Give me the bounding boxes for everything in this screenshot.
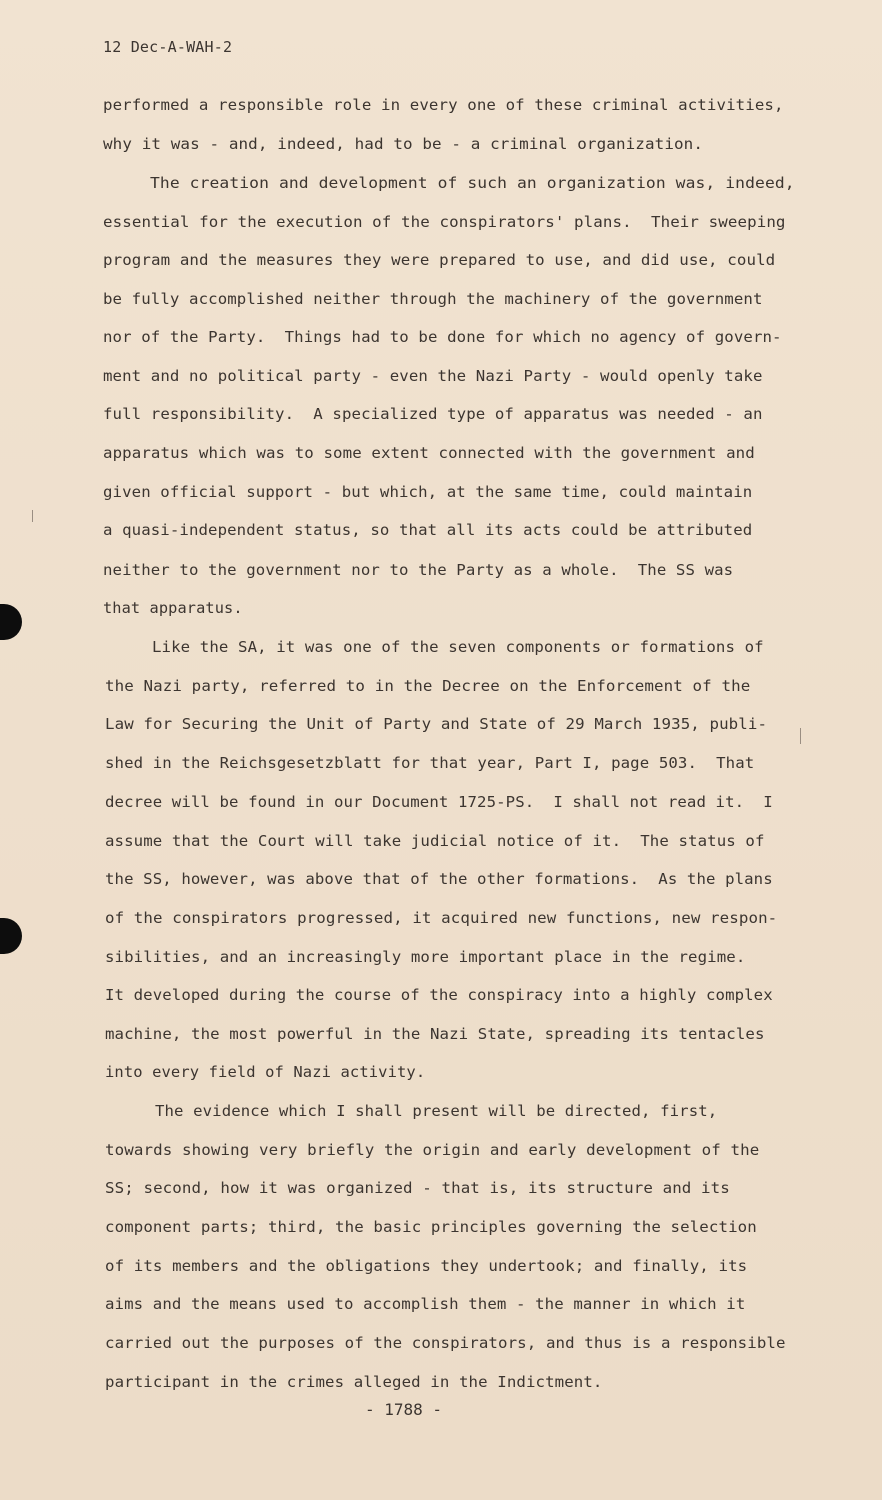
text-line: the SS, however, was above that of the other formations. As the plans [105,870,773,888]
text-line: apparatus which was to some extent connected with the government and [103,444,755,462]
text-line: ment and no political party - even the Nazi Party - would openly take [103,367,763,385]
text-line: of its members and the obligations they undertook; and finally, its [105,1257,748,1275]
text-line: full responsibility. A specialized type of apparatus was needed - an [103,405,763,423]
text-line: machine, the most powerful in the Nazi State, spreading its tentacles [105,1025,765,1043]
paper-mark [32,510,33,522]
text-line: aims and the means used to accomplish them - the manner in which it [105,1295,746,1313]
text-line: The evidence which I shall present will be directed, first, [155,1102,718,1120]
text-line: participant in the crimes alleged in the Indictment. [105,1373,603,1391]
text-line: why it was - and, indeed, had to be - a criminal organization. [103,135,704,153]
paper-mark [800,728,801,744]
punch-hole [0,604,22,640]
text-line: carried out the purposes of the conspirators, and thus is a responsible [105,1334,786,1352]
text-line: into every field of Nazi activity. [105,1063,426,1081]
document-reference: 12 Dec-A-WAH-2 [103,38,233,56]
text-line: assume that the Court will take judicial notice of it. The status of [105,832,765,850]
text-line: of the conspirators progressed, it acquired new functions, new respon- [105,909,778,927]
page-number: - 1788 - [365,1400,443,1419]
text-line: a quasi-independent status, so that all its acts could be attributed [103,521,753,539]
text-line: Like the SA, it was one of the seven components or formations of [152,638,764,656]
text-line: component parts; third, the basic principles governing the selection [105,1218,757,1236]
text-line: It developed during the course of the conspiracy into a highly complex [105,986,773,1004]
text-line: program and the measures they were prepared to use, and did use, could [103,251,776,269]
text-line: SS; second, how it was organized - that is, its structure and its [105,1179,730,1197]
text-line: Law for Securing the Unit of Party and State of 29 March 1935, publi- [105,715,768,733]
text-line: essential for the execution of the conspirators' plans. Their sweeping [103,213,786,231]
punch-hole [0,918,22,954]
text-line: the Nazi party, referred to in the Decree on the Enforcement of the [105,677,751,695]
text-line: The creation and development of such an organization was, indeed, [150,174,795,192]
text-line: nor of the Party. Things had to be done for which no agency of govern- [103,328,782,346]
text-line: decree will be found in our Document 1725-PS. I shall not read it. I [105,793,773,811]
text-line: that apparatus. [103,599,243,617]
text-line: be fully accomplished neither through the machinery of the government [103,290,763,308]
text-line: given official support - but which, at the same time, could maintain [103,483,753,501]
text-line: neither to the government nor to the Party as a whole. The SS was [103,561,734,579]
text-line: performed a responsible role in every one of these criminal activities, [103,96,784,114]
text-line: shed in the Reichsgesetzblatt for that year, Part I, page 503. That [105,754,755,772]
text-line: sibilities, and an increasingly more important place in the regime. [105,948,746,966]
text-line: towards showing very briefly the origin and early development of the [105,1141,760,1159]
